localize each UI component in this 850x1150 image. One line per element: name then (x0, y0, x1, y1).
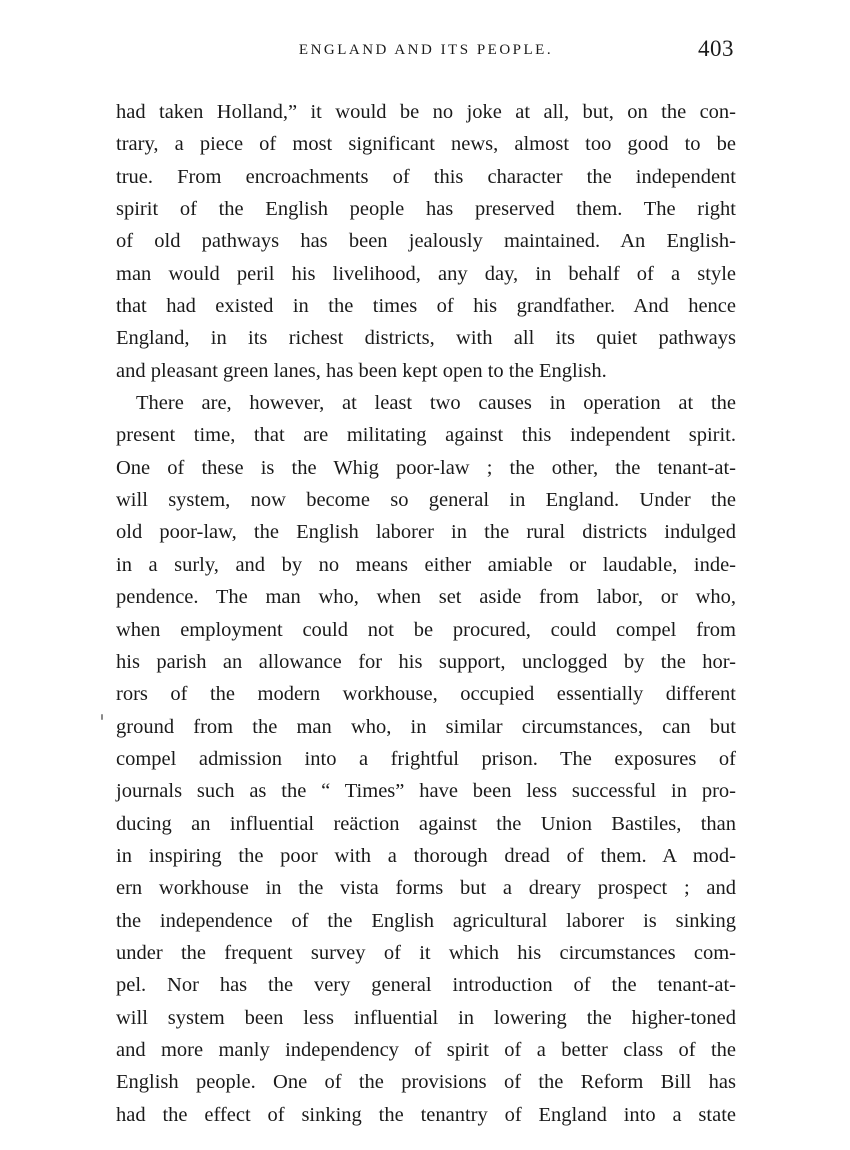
text-line: journals such as the “ Times” have been less successful in pro- (116, 780, 736, 803)
text-line: One of these is the Whig poor-law ; the other, the tenant-at- (116, 456, 736, 479)
text-line: the independence of the English agricultural laborer is sinking (116, 909, 736, 932)
text-line: ern workhouse in the vista forms but a dreary prospect ; and (116, 877, 736, 900)
running-head (116, 38, 736, 62)
text-line: ducing an influential reäction against the Union Bastiles, than (116, 812, 736, 835)
text-line: had the effect of sinking the tenantry of England into a state (116, 1103, 736, 1126)
paragraph (116, 96, 736, 387)
text-line: and pleasant green lanes, has been kept open to the English. (116, 359, 607, 382)
text-line: and more manly independency of spirit of a better class of the (116, 1038, 736, 1061)
running-title: ENGLAND AND ITS PEOPLE. (298, 42, 554, 58)
text-line: of old pathways has been jealously maintained. An English- (116, 230, 736, 253)
text-line: will system, now become so general in England. Under the (116, 489, 736, 512)
text-line: English people. One of the provisions of the Reform Bill has (116, 1071, 736, 1094)
text-line: in a surly, and by no means either amiable or laudable, inde- (116, 553, 736, 576)
text-line: that had existed in the times of his grandfather. And hence (116, 295, 736, 318)
text-line: will system been less influential in lowering the higher-toned (116, 1006, 736, 1029)
text-line: England, in its richest districts, with all its quiet pathways (116, 327, 736, 350)
text-line: pel. Nor has the very general introduction of the tenant-at- (116, 974, 736, 997)
paragraph (116, 387, 736, 1131)
text-line: true. From encroachments of this character the independent (116, 165, 736, 188)
text-line: had taken Holland,” it would be no joke at all, but, on the con- (116, 101, 736, 123)
text-line: There are, however, at least two causes in operation at the (136, 392, 736, 415)
text-line: his parish an allowance for his support, unclogged by the hor- (116, 650, 736, 673)
text-line: pendence. The man who, when set aside from labor, or who, (116, 586, 736, 609)
page-number: 403 (698, 36, 734, 61)
body-text (116, 96, 736, 1131)
text-line: in inspiring the poor with a thorough dread of them. A mod- (116, 844, 736, 867)
text-line: compel admission into a frightful prison. The exposures of (116, 747, 736, 770)
text-line: old poor-law, the English laborer in the rural districts indulged (116, 521, 736, 544)
text-line: rors of the modern workhouse, occupied essentially different (116, 683, 736, 706)
text-line: when employment could not be procured, could compel from (116, 618, 736, 641)
text-line: trary, a piece of most significant news, almost too good to be (116, 133, 736, 156)
text-line: man would peril his livelihood, any day, in behalf of a style (116, 262, 736, 285)
text-line: spirit of the English people has preserved them. The right (116, 198, 736, 221)
text-line: ground from the man who, in similar circumstances, can but (116, 715, 736, 738)
text-line: present time, that are militating against this independent spirit. (116, 424, 736, 447)
margin-mark (101, 714, 103, 720)
text-line: under the frequent survey of it which his circumstances com- (116, 941, 736, 964)
